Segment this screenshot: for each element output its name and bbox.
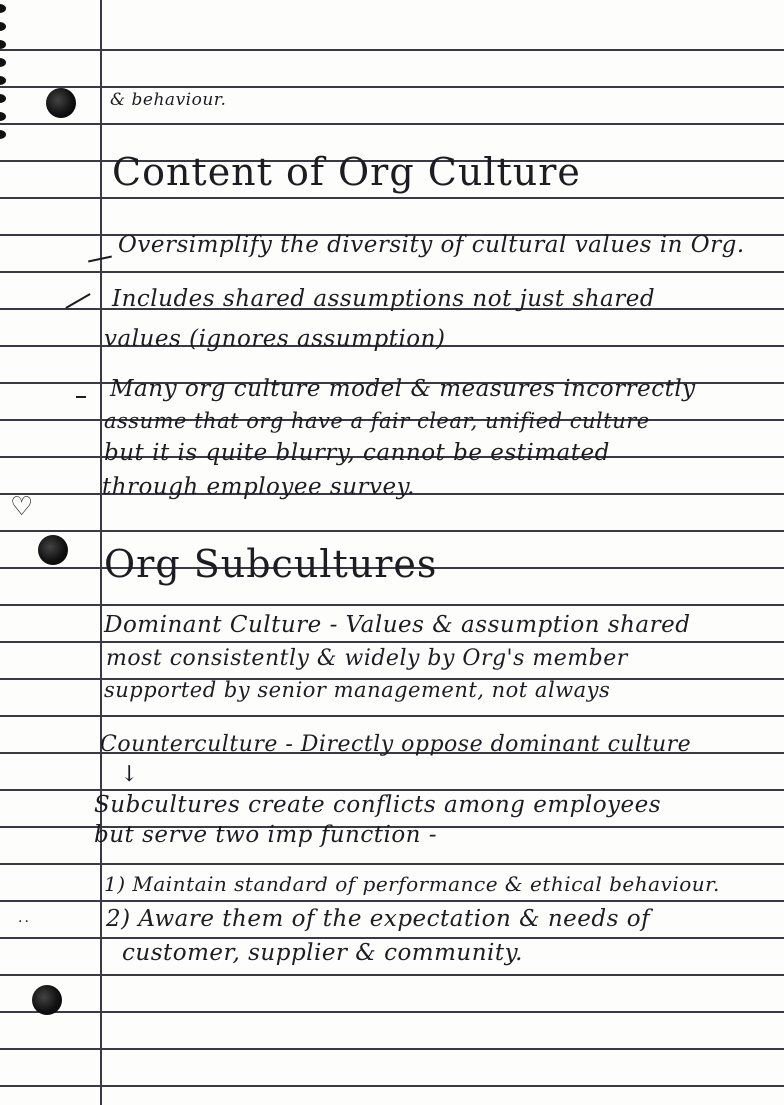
stray-dots: .. xyxy=(18,910,31,926)
subcultures-l1: Subcultures create conflicts among employees xyxy=(94,792,662,818)
margin-line xyxy=(100,0,102,1105)
bullet-dash xyxy=(76,396,86,398)
counterculture: Counterculture - Directly oppose dominant culture xyxy=(100,732,692,757)
down-arrow-icon: ↓ xyxy=(120,762,139,787)
heart-icon: ♡ xyxy=(10,492,34,522)
function-2-l1: 2) Aware them of the expectation & needs of xyxy=(106,906,651,932)
bullet-dash xyxy=(65,293,90,309)
point-many-l3: but it is quite blurry, cannot be estimated xyxy=(104,440,610,466)
heading-org-subcultures: Org Subcultures xyxy=(104,542,438,586)
point-includes-l2: values (ignores assumption) xyxy=(104,326,446,352)
dominant-culture-l3: supported by senior management, not always xyxy=(104,678,611,702)
binder-hole-icon xyxy=(32,985,62,1015)
point-many-l2: assume that org have a fair clear, unified culture xyxy=(104,409,650,433)
heading-content-of-org-culture: Content of Org Culture xyxy=(112,150,581,194)
binder-hole-icon xyxy=(38,535,68,565)
dominant-culture-l2: most consistently & widely by Org's member xyxy=(106,646,628,671)
subcultures-l2: but serve two imp function - xyxy=(94,822,438,848)
point-oversimplify: Oversimplify the diversity of cultural values in Org. xyxy=(118,232,745,258)
function-2-l2: customer, supplier & community. xyxy=(122,940,523,966)
point-many-l4: through employee survey. xyxy=(102,474,415,500)
note-line-top: & behaviour. xyxy=(110,90,227,110)
point-many-l1: Many org culture model & measures incorrectly xyxy=(110,376,696,402)
function-1: 1) Maintain standard of performance & ethical behaviour. xyxy=(104,872,720,896)
spiral-binding xyxy=(0,0,8,1105)
point-includes-l1: Includes shared assumptions not just shared xyxy=(112,286,656,312)
binder-hole-icon xyxy=(46,88,76,118)
dominant-culture-l1: Dominant Culture - Values & assumption shared xyxy=(104,612,691,638)
